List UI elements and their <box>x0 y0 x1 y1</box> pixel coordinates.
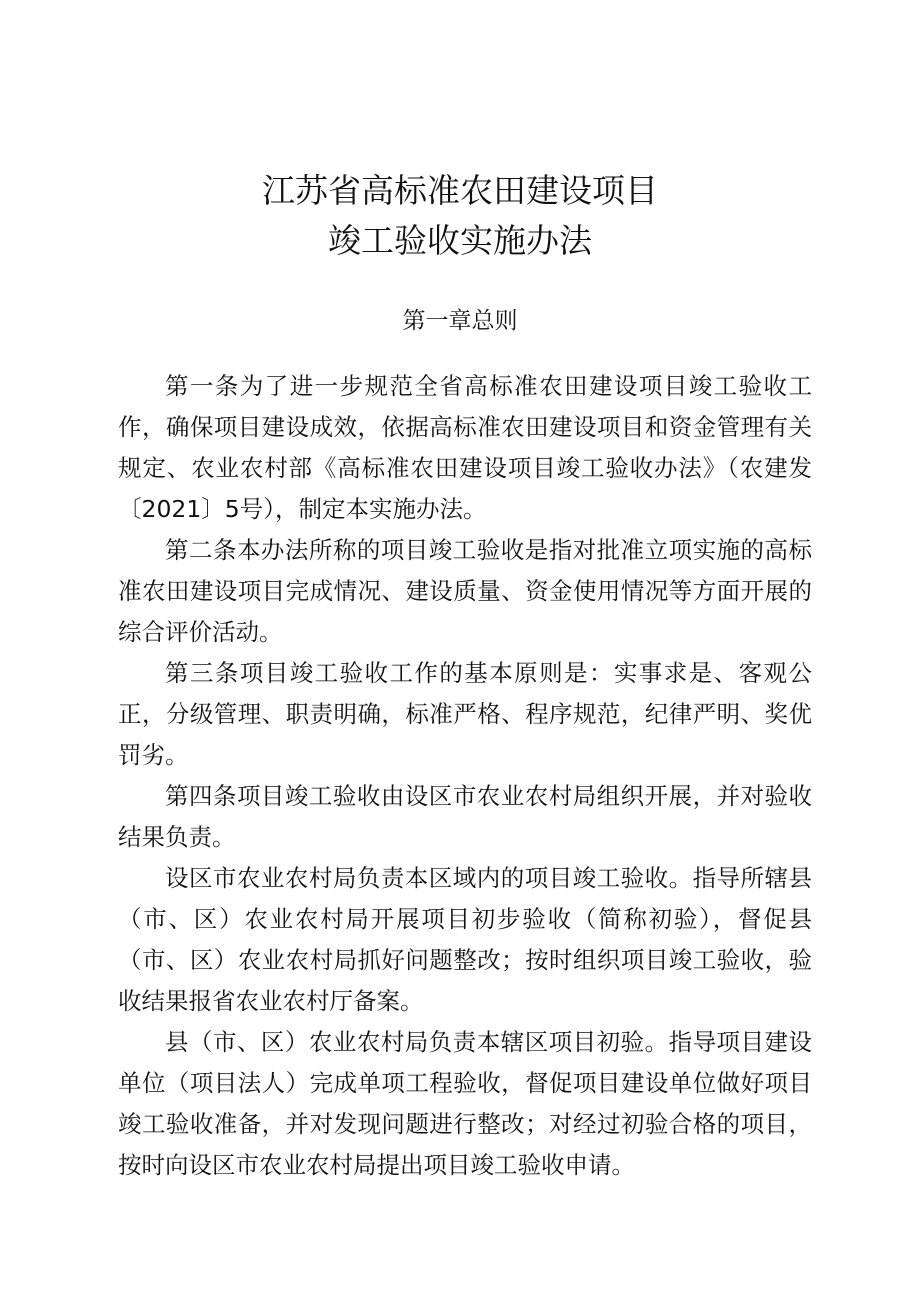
paragraph-article-4: 第四条项目竣工验收由设区市农业农村局组织开展，并对验收结果负责。 <box>118 782 812 851</box>
document-body <box>118 366 812 1186</box>
chapter-heading: 第一章总则 <box>402 308 518 334</box>
paragraph-article-1: 第一条为了进一步规范全省高标准农田建设项目竣工验收工作，确保项目建设成效，依据高标准农田建设项目和资金管理有关规定、农业农村部《高标准农田建设项目竣工验收办法》（农建发〔2021〕5号），制定本实施办法。 <box>118 372 812 523</box>
paragraph-article-2: 第二条本办法所称的项目竣工验收是指对批准立项实施的高标准农田建设项目完成情况、建设质量、资金使用情况等方面开展的综合评价活动。 <box>118 536 812 646</box>
paragraph-city-responsibility: 设区市农业农村局负责本区域内的项目竣工验收。指导所辖县（市、区）农业农村局开展项目初步验收（简称初验），督促县（市、区）农业农村局抓好问题整改；按时组织项目竣工验收，验收结果报省农业农村厅备案。 <box>118 864 812 1015</box>
title-line-2: 竣工验收实施办法 <box>328 221 592 260</box>
paragraph-county-responsibility: 县（市、区）农业农村局负责本辖区项目初验。指导项目建设单位（项目法人）完成单项工程验收，督促项目建设单位做好项目竣工验收准备，并对发现问题进行整改；对经过初验合格的项目，按时向设区市农业农村局提出项目竣工验收申请。 <box>118 1028 812 1179</box>
title-line-1: 江苏省高标准农田建设项目 <box>262 171 658 210</box>
document-title <box>0 166 920 266</box>
paragraph-article-3: 第三条项目竣工验收工作的基本原则是：实事求是、客观公正，分级管理、职责明确，标准严格、程序规范，纪律严明、奖优罚劣。 <box>118 659 812 769</box>
